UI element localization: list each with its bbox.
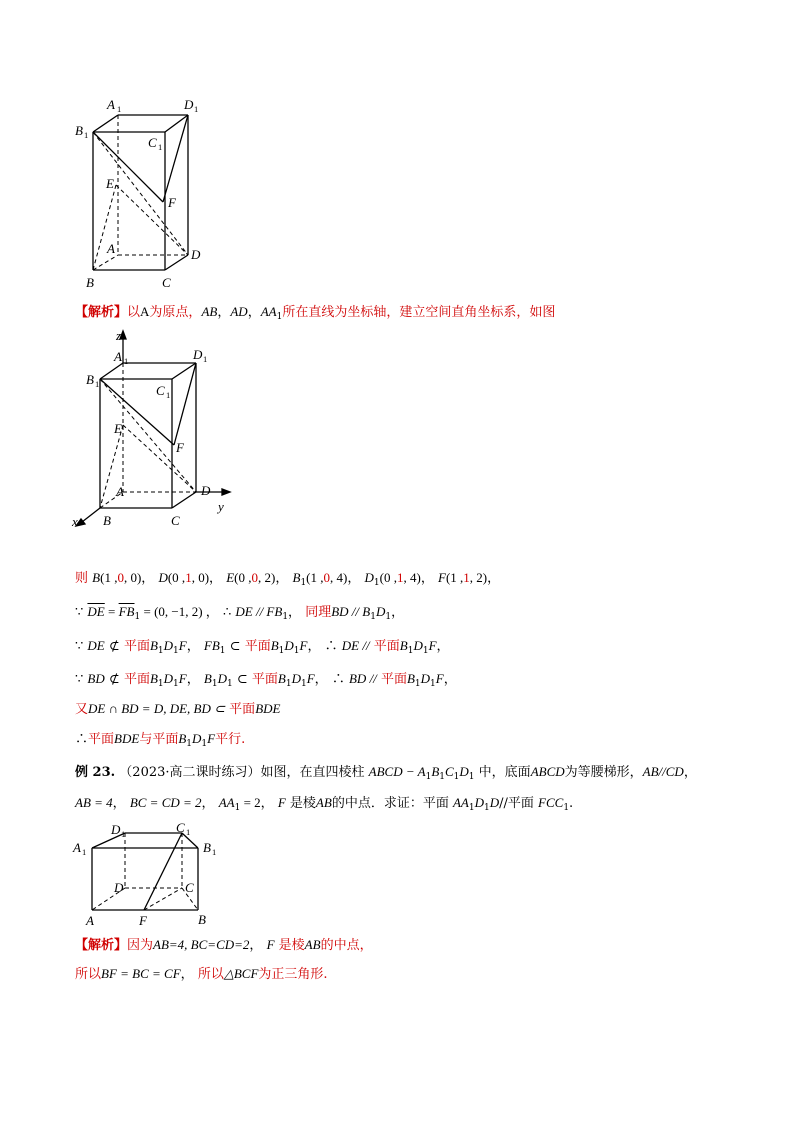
axis-x-label: x [72, 514, 78, 529]
vertex-A-label: A [116, 484, 124, 499]
svg-text:1: 1 [166, 390, 171, 400]
point-E-label: E [106, 176, 114, 191]
prism-figure-1 [70, 95, 220, 295]
solution-intro-line: 【解析】以A为原点，AB，AD，$AA_1$所在直线为坐标轴，建立空间直角坐标系，如图 [75, 304, 556, 322]
proof-line-1: ∵ $\overline{DE} = \overline{FB}_1 = (0$, −1, 2) ， ∴ DE // $FB_1$， 同理BD // $B_1D_1$， [75, 604, 405, 622]
vertex-A1-label: A [107, 97, 115, 112]
solution2-line-2: 所以BF = BC = CF， 所以△BCF为正三角形. [75, 966, 328, 982]
proof-line-4: 又DE ∩ BD = D, DE, BD ⊂ 平面BDE [75, 701, 281, 717]
svg-text:1: 1 [124, 356, 129, 366]
vertex-D-label: D [201, 483, 211, 498]
vertex-B-label: B [103, 513, 111, 528]
vertex-D1-label: D [111, 822, 121, 837]
svg-text:1: 1 [194, 104, 199, 114]
solution2-bracket: 【解析】 [75, 938, 128, 953]
axis-z-label: z [116, 328, 122, 343]
vertex-C1-label: C [148, 135, 157, 150]
proof-line-3: ∵ BD ⊄ 平面$B_1D_1F$， $B_1D_1$ ⊂ 平面$B_1D_1F$， ∴ BD // 平面$B_1D_1F$， [75, 671, 457, 689]
svg-text:1: 1 [203, 354, 208, 364]
example-23-line-1: 例 23. （2023·高二课时练习）如图，在直四棱柱 ABCD − $A_1B_1C_1D_1$ 中，底面ABCD为等腰梯形，AB//CD， [75, 764, 697, 782]
vertex-C1-label: C [156, 383, 165, 398]
vertex-A-label: A [86, 913, 94, 928]
solution-bracket: 【解析】 [75, 305, 128, 320]
svg-text:1: 1 [121, 829, 126, 839]
svg-text:1: 1 [212, 847, 217, 857]
coordinates-line: 则 B(1 ,0, 0)， D(0 ,1, 0)， E(0 ,0, 2)， $B_1(1$ ,0, 4)， $D_1(0$ ,1, 4)， F(1 ,1, 2)， [75, 570, 501, 588]
point-F-label: F [176, 440, 184, 455]
proof-line-2: ∵ DE ⊄ 平面$B_1D_1F$， $FB_1$ ⊂ 平面$B_1D_1F$， ∴ DE // 平面$B_1D_1F$， [75, 638, 450, 656]
vertex-D1-label: D [193, 347, 203, 362]
vertex-B1-label: B [203, 840, 211, 855]
vertex-B1-label: B [86, 372, 94, 387]
point-E-label: E [114, 421, 122, 436]
vertex-C-label: C [171, 513, 180, 528]
axis-y-label: y [218, 499, 224, 514]
solution2-line-1: 【解析】因为AB=4, BC=CD=2， F 是棱AB的中点， [75, 937, 373, 953]
proof-conclusion: ∴平面BDE与平面$B_1D_1F$平行. [75, 731, 246, 749]
svg-text:1: 1 [82, 847, 87, 857]
vertex-C-label: C [162, 275, 171, 290]
vertex-A-label: A [107, 241, 115, 256]
vertex-A1-label: A [73, 840, 81, 855]
vertex-C1-label: C [176, 820, 185, 835]
vertex-B-label: B [198, 912, 206, 927]
vertex-B-label: B [86, 275, 94, 290]
svg-text:1: 1 [186, 827, 191, 837]
vertex-D-label: D [114, 880, 124, 895]
trapezoid-prism-figure [68, 818, 228, 930]
coordinate-prism-figure [68, 328, 243, 533]
svg-text:1: 1 [95, 379, 100, 389]
example-label: 例 23. [75, 765, 116, 780]
vertex-D-label: D [191, 247, 201, 262]
vertex-D1-label: D [184, 97, 194, 112]
svg-text:1: 1 [158, 142, 163, 152]
vertex-B1-label: B [75, 123, 83, 138]
vertex-C-label: C [185, 880, 194, 895]
point-F-label: F [139, 913, 147, 928]
svg-text:1: 1 [84, 130, 89, 140]
example-23-line-2: AB = 4， BC = CD = 2， $AA_1 = 2$， F 是棱AB的中点．求证：平面 $AA_1D_1D//$平面 $FCC_1$. [75, 795, 574, 813]
svg-text:1: 1 [117, 104, 122, 114]
vertex-A1-label: A [114, 349, 122, 364]
point-F-label: F [168, 195, 176, 210]
